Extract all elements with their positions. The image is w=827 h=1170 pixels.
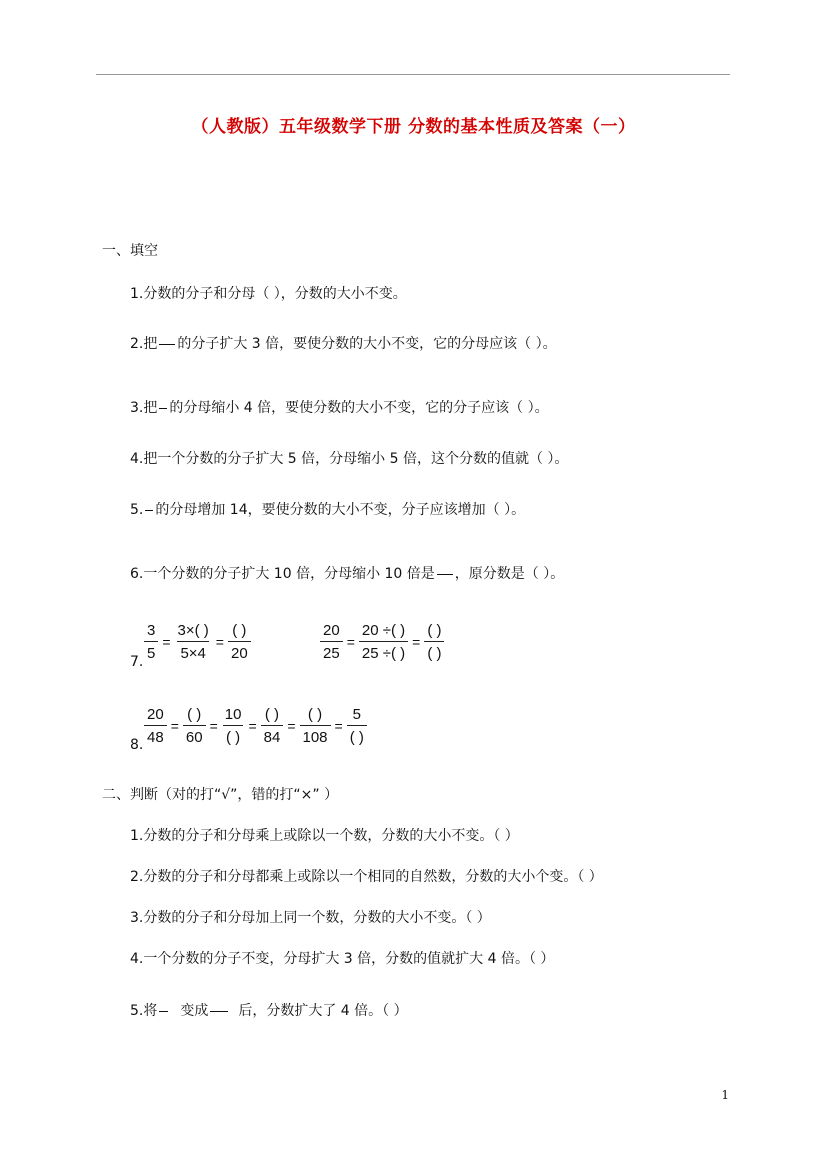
judge-question-5-prefix: 5.将 bbox=[130, 1003, 158, 1019]
fraction bbox=[359, 622, 408, 662]
fraction bbox=[183, 706, 206, 746]
equation-7b bbox=[318, 622, 446, 662]
fraction-numerator: ( ) bbox=[264, 706, 280, 723]
fraction-numerator: 20 bbox=[323, 622, 340, 639]
fraction bbox=[300, 706, 331, 746]
fill-question-1: 1.分数的分子和分母（ ），分数的大小不变。 bbox=[130, 286, 407, 302]
equals-sign: = bbox=[346, 634, 355, 650]
fraction-numerator: 20 bbox=[147, 706, 164, 723]
fill-question-5-prefix: 5. bbox=[130, 502, 144, 518]
fill-question-4: 4.把一个分数的分子扩大 5 倍，分母缩小 5 倍，这个分数的值就（ ）。 bbox=[130, 451, 569, 467]
fraction-denominator: 84 bbox=[261, 725, 284, 746]
fraction bbox=[228, 622, 251, 662]
fraction bbox=[424, 622, 444, 662]
page-number: 1 bbox=[721, 1088, 729, 1102]
fraction-denominator: 20 bbox=[228, 641, 251, 662]
fill-question-3 bbox=[130, 397, 549, 417]
fill-question-3-prefix: 3.把 bbox=[130, 400, 158, 416]
judge-question-4: 4.一个分数的分子不变，分母扩大 3 倍，分数的值就扩大 4 倍。（ ） bbox=[130, 951, 555, 967]
judge-question-3: 3.分数的分子和分母加上同一个数，分数的大小不变。（ ） bbox=[130, 910, 491, 926]
fraction-denominator: ( ) bbox=[424, 641, 444, 662]
equals-sign: = bbox=[334, 718, 343, 734]
fill-question-5 bbox=[130, 499, 525, 519]
fraction-denominator: 60 bbox=[183, 725, 206, 746]
equals-sign: = bbox=[287, 718, 296, 734]
equation-7a bbox=[142, 622, 253, 662]
fraction-placeholder bbox=[159, 1011, 168, 1012]
fraction bbox=[347, 706, 367, 746]
judge-question-5 bbox=[130, 1000, 408, 1020]
section-2-heading: 二、判断（对的打“√”，错的打“×” ） bbox=[102, 787, 339, 803]
fill-question-2-text: 的分子扩大 3 倍，要使分数的大小不变，它的分母应该（ ）。 bbox=[177, 336, 557, 352]
fraction-numerator: 20 ÷( ) bbox=[361, 622, 406, 639]
fraction-denominator: 25 bbox=[320, 641, 343, 662]
fill-question-6 bbox=[130, 563, 564, 583]
fraction-numerator: 10 bbox=[224, 706, 242, 723]
fraction bbox=[222, 706, 245, 746]
equation-8 bbox=[142, 706, 369, 746]
fraction-denominator: 48 bbox=[144, 725, 167, 746]
fraction-numerator: ( ) bbox=[187, 706, 202, 723]
fraction bbox=[320, 622, 343, 662]
fill-question-6-text: ，原分数是（ ）。 bbox=[454, 566, 565, 582]
equals-sign: = bbox=[162, 634, 171, 650]
fraction-placeholder bbox=[437, 574, 453, 575]
equals-sign: = bbox=[412, 634, 421, 650]
section-1-heading: 一、填空 bbox=[102, 243, 158, 259]
fill-question-3-text: 的分母缩小 4 倍，要使分数的大小不变，它的分子应该（ ）。 bbox=[169, 400, 549, 416]
fraction bbox=[261, 706, 284, 746]
equals-sign: = bbox=[170, 718, 179, 734]
fraction-numerator: 3×( ) bbox=[177, 622, 209, 639]
header-rule bbox=[96, 74, 730, 75]
fraction-denominator: ( ) bbox=[223, 725, 243, 746]
fraction-placeholder bbox=[145, 510, 153, 511]
fraction-denominator: 108 bbox=[300, 725, 331, 746]
fraction-numerator: ( ) bbox=[427, 622, 442, 639]
fraction-placeholder bbox=[210, 1011, 228, 1012]
fraction bbox=[144, 622, 158, 662]
fraction-denominator: 25 ÷( ) bbox=[359, 641, 408, 662]
fraction-placeholder bbox=[159, 344, 175, 345]
fraction-denominator: 5×4 bbox=[177, 641, 208, 662]
fraction-numerator: ( ) bbox=[307, 706, 323, 723]
page-title: （人教版）五年级数学下册 分数的基本性质及答案（一） bbox=[191, 117, 636, 137]
fill-question-5-text: 的分母增加 14，要使分数的大小不变，分子应该增加（ ）。 bbox=[155, 502, 526, 518]
judge-question-5-text: 后，分数扩大了 4 倍。（ ） bbox=[238, 1003, 408, 1019]
fraction-denominator: 5 bbox=[144, 641, 158, 662]
fraction-numerator: ( ) bbox=[232, 622, 247, 639]
fill-question-2 bbox=[130, 333, 557, 353]
equals-sign: = bbox=[248, 718, 257, 734]
judge-question-2: 2.分数的分子和分母都乘上或除以一个相同的自然数，分数的大小个变。（ ） bbox=[130, 869, 603, 885]
fraction-denominator: ( ) bbox=[347, 725, 367, 746]
fraction-numerator: 5 bbox=[352, 706, 361, 723]
fill-question-8-label: 8. bbox=[130, 737, 144, 753]
fraction-numerator: 3 bbox=[147, 622, 156, 639]
fraction-placeholder bbox=[159, 408, 167, 409]
fill-question-6-prefix: 6.一个分数的分子扩大 10 倍，分母缩小 10 倍是 bbox=[130, 566, 435, 582]
equals-sign: = bbox=[209, 718, 218, 734]
fill-question-2-prefix: 2.把 bbox=[130, 336, 158, 352]
equals-sign: = bbox=[215, 634, 224, 650]
fraction bbox=[175, 622, 212, 662]
fill-question-7-label: 7. bbox=[130, 654, 144, 670]
fraction bbox=[144, 706, 167, 746]
judge-question-1: 1.分数的分子和分母乘上或除以一个数，分数的大小不变。（ ） bbox=[130, 828, 519, 844]
judge-question-5-mid: 变成 bbox=[180, 1003, 209, 1019]
